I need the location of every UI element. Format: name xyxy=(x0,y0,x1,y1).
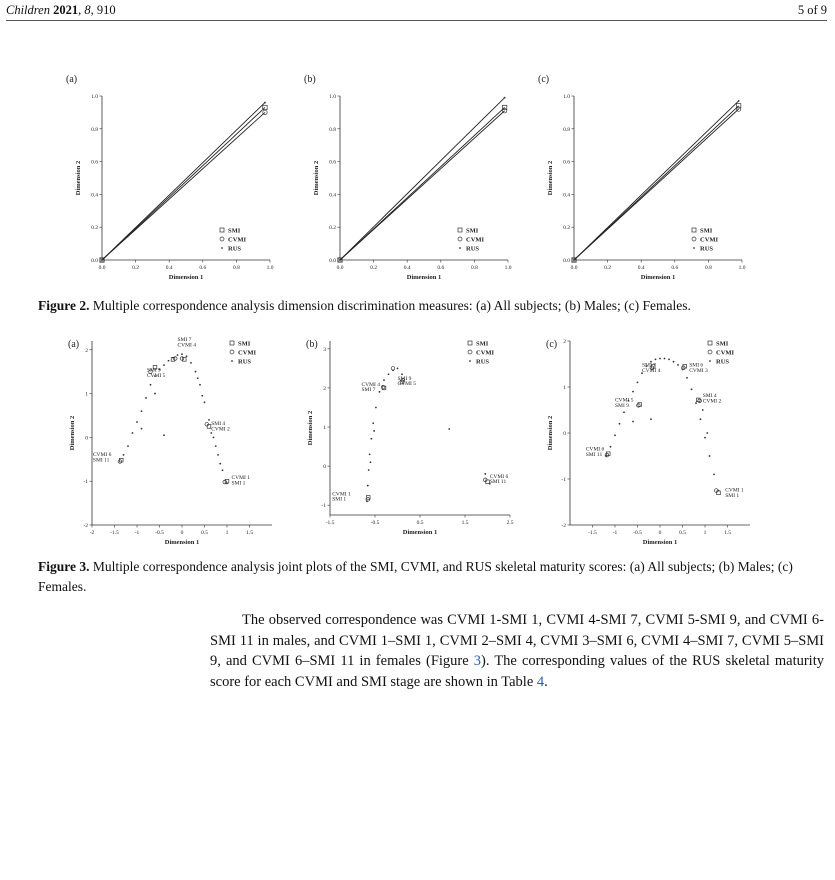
x-axis-label: Dimension 1 xyxy=(402,529,438,536)
legend-label: CVMI xyxy=(716,349,735,357)
x-axis-label: Dimension 1 xyxy=(406,274,442,281)
legend-label: RUS xyxy=(238,358,252,366)
x-tick-label: 0.4 xyxy=(403,265,411,271)
y-tick-label: 0.6 xyxy=(91,159,98,166)
y-tick-label: 0.4 xyxy=(563,192,570,199)
legend-marker xyxy=(221,247,223,249)
y-tick-label: 2 xyxy=(323,385,326,392)
panel-letter: (a) xyxy=(68,339,80,350)
legend-label: CVMI xyxy=(228,236,247,244)
point-label: SMI 7 xyxy=(177,337,192,343)
legend-label: SMI xyxy=(228,227,241,235)
panel-letter: (b) xyxy=(304,74,316,85)
x-axis-label: Dimension 1 xyxy=(168,274,204,281)
x-tick-label: 1 xyxy=(225,530,229,536)
legend-marker xyxy=(692,228,696,232)
data-point xyxy=(204,401,206,403)
legend-label: CVMI xyxy=(238,349,257,357)
y-axis-label: Dimension 2 xyxy=(69,415,76,451)
x-tick-label: 1.0 xyxy=(504,265,512,271)
data-point xyxy=(388,373,390,375)
x-tick-label: 1.5 xyxy=(461,520,469,526)
figure2-caption xyxy=(38,296,691,316)
data-point xyxy=(392,369,394,371)
data-point xyxy=(186,355,188,357)
x-tick-label: 0.6 xyxy=(199,265,207,271)
panel-letter: (a) xyxy=(66,74,78,85)
legend-marker xyxy=(230,350,234,354)
y-tick-label: 0 xyxy=(85,435,88,442)
point-label: CVMI 5 xyxy=(397,381,416,388)
data-point xyxy=(369,453,371,455)
y-tick-label: 0.6 xyxy=(329,159,336,166)
x-tick-label: 1.5 xyxy=(246,530,253,536)
y-axis-label: Dimension 2 xyxy=(547,160,554,196)
x-tick-label: -1 xyxy=(134,530,140,536)
legend-label: SMI xyxy=(238,340,251,348)
data-point xyxy=(132,432,134,434)
data-point xyxy=(623,411,625,413)
data-point xyxy=(619,423,621,425)
chart-svg xyxy=(300,335,522,547)
data-point xyxy=(713,474,715,476)
legend-label: SMI xyxy=(700,227,713,235)
point-label: SMI 4 xyxy=(211,421,226,428)
chart-svg xyxy=(540,335,762,547)
legend-label: RUS xyxy=(700,245,714,253)
y-tick-label: 0.2 xyxy=(563,225,570,232)
figure2-caption-label: Figure 2. xyxy=(38,298,90,313)
data-point xyxy=(610,446,612,448)
x-tick-label: 0.6 xyxy=(671,265,679,271)
legend-marker xyxy=(220,228,224,232)
data-point xyxy=(486,480,490,484)
x-tick-label: 0.8 xyxy=(470,265,478,271)
data-point xyxy=(154,393,156,395)
legend-marker xyxy=(230,341,234,345)
point-label: SMI 9 xyxy=(146,367,161,374)
x-tick-label: 0.8 xyxy=(232,265,240,271)
x-tick-label: -1.5 xyxy=(110,530,119,536)
x-tick-label: -0.5 xyxy=(633,530,642,536)
data-point xyxy=(448,428,450,430)
legend-marker xyxy=(708,350,712,354)
data-point xyxy=(118,460,122,464)
data-point xyxy=(123,454,125,456)
data-point-end xyxy=(738,100,740,102)
data-point xyxy=(673,361,675,363)
data-point xyxy=(168,360,170,362)
y-tick-label: 0.0 xyxy=(329,258,336,264)
x-tick-label: -1.5 xyxy=(588,530,597,536)
legend-marker xyxy=(692,237,696,241)
journal-name: Children xyxy=(6,3,50,17)
data-point xyxy=(163,434,165,436)
figure3-caption xyxy=(38,557,798,597)
x-tick-label: 0.0 xyxy=(98,265,106,271)
data-point xyxy=(180,357,184,361)
point-label: SMI 7 xyxy=(642,362,656,369)
panel-letter: (c) xyxy=(538,74,550,85)
data-point xyxy=(372,422,374,424)
data-point xyxy=(668,359,670,361)
data-point xyxy=(127,445,129,447)
data-point xyxy=(702,409,704,411)
data-point xyxy=(201,395,203,397)
data-point xyxy=(706,432,708,434)
y-tick-label: -2 xyxy=(561,523,566,529)
x-tick-label: 0.5 xyxy=(201,530,208,536)
point-label: CVMI 1 xyxy=(725,487,744,494)
data-point xyxy=(375,407,377,409)
point-label: SMI 11 xyxy=(585,452,603,458)
y-tick-label: 0.8 xyxy=(91,126,98,133)
legend-label: RUS xyxy=(466,245,480,253)
data-point xyxy=(605,455,607,457)
y-tick-label: 0 xyxy=(563,431,566,437)
legend-label: SMI xyxy=(476,340,489,348)
x-tick-label: 1.0 xyxy=(266,265,274,271)
legend-marker xyxy=(459,247,461,249)
chart-svg xyxy=(60,70,290,292)
y-tick-label: 0.0 xyxy=(91,258,98,264)
data-point xyxy=(686,377,688,379)
data-point xyxy=(226,482,228,484)
point-label: CVMI 6 xyxy=(489,473,509,480)
data-point xyxy=(215,445,217,447)
point-label: SMI 9 xyxy=(397,376,412,383)
data-point-start xyxy=(573,259,575,261)
y-tick-label: 0.2 xyxy=(91,225,98,232)
data-point xyxy=(172,357,174,359)
page-number: 5 of 9 xyxy=(797,3,827,17)
x-tick-label: 2.5 xyxy=(506,520,514,526)
y-tick-label: -1 xyxy=(561,477,566,483)
data-point xyxy=(182,358,186,362)
point-label: SMI 4 xyxy=(702,393,717,400)
legend-label: SMI xyxy=(466,227,479,235)
y-tick-label: 2 xyxy=(563,339,566,345)
data-point xyxy=(136,421,138,423)
data-point xyxy=(207,425,211,429)
data-point xyxy=(717,491,721,495)
data-point xyxy=(709,455,711,457)
point-label: CVMI 4 xyxy=(642,367,661,374)
point-label: SMI 6 xyxy=(689,362,704,369)
x-tick-label: 0.8 xyxy=(704,265,712,271)
x-tick-label: -2 xyxy=(89,530,95,536)
legend-marker xyxy=(231,360,233,362)
data-point xyxy=(700,418,702,420)
x-tick-label: 0.4 xyxy=(637,265,645,271)
figure2-panel-a xyxy=(60,70,290,292)
data-point-end xyxy=(264,102,266,104)
page-header xyxy=(6,0,827,21)
y-tick-label: 3 xyxy=(323,346,326,353)
x-tick-label: 1 xyxy=(703,530,707,536)
data-point xyxy=(714,489,718,493)
legend-label: CVMI xyxy=(466,236,485,244)
data-point xyxy=(177,354,179,356)
x-tick-label: 0.2 xyxy=(370,265,378,271)
figure-3-link[interactable]: 3 xyxy=(473,653,482,669)
x-tick-label: -0.5 xyxy=(155,530,164,536)
x-axis-label: Dimension 1 xyxy=(164,539,200,546)
figure3-caption-text: Multiple correspondence analysis joint plots of the SMI, CVMI, and RUS skeletal maturity scores: (a) All subjects; (b) Males; (c) Females. xyxy=(38,559,793,594)
x-tick-label: 0 xyxy=(658,530,662,536)
data-point xyxy=(718,490,720,492)
point-label: CVMI 1 xyxy=(231,475,250,481)
x-tick-label: 1.0 xyxy=(738,265,746,271)
y-tick-label: 1 xyxy=(563,385,566,391)
point-label: SMI 7 xyxy=(361,387,376,394)
data-point xyxy=(163,364,165,366)
data-point xyxy=(208,419,210,421)
figure3-panel-c xyxy=(540,335,762,547)
point-label: CVMI 5 xyxy=(146,372,166,379)
point-label: SMI 9 xyxy=(615,403,629,410)
y-tick-label: 2 xyxy=(85,347,88,354)
data-point xyxy=(141,410,143,412)
x-tick-label: 0.6 xyxy=(437,265,445,271)
data-point xyxy=(650,418,652,420)
point-label: CVMI 6 xyxy=(585,446,605,453)
data-point xyxy=(366,500,368,502)
y-tick-label: 1 xyxy=(85,391,88,398)
panel-letter: (b) xyxy=(306,339,318,350)
paragraph-text-3: . xyxy=(544,673,548,690)
y-tick-label: -1 xyxy=(83,479,88,486)
point-label: CVMI 2 xyxy=(702,398,722,405)
legend-marker xyxy=(709,360,711,362)
legend-marker xyxy=(708,341,712,345)
x-axis-label: Dimension 1 xyxy=(642,539,678,546)
legend-marker xyxy=(458,228,462,232)
point-label: CVMI 4 xyxy=(361,381,380,388)
legend-label: RUS xyxy=(476,358,490,366)
figure2-panel-b xyxy=(298,70,528,292)
legend-marker xyxy=(468,341,472,345)
data-point xyxy=(173,357,177,361)
data-point xyxy=(219,463,221,465)
figure3-panel-a xyxy=(62,335,284,547)
data-point xyxy=(383,379,385,381)
data-point xyxy=(655,359,657,361)
point-label: CVMI 5 xyxy=(615,397,634,404)
data-point xyxy=(632,391,634,393)
y-tick-label: 1 xyxy=(323,425,326,432)
x-tick-label: 1.5 xyxy=(724,530,731,536)
data-point-end xyxy=(736,107,740,111)
y-tick-label: 1.0 xyxy=(329,94,336,100)
point-label: SMI 1 xyxy=(231,480,246,487)
x-tick-label: 0.2 xyxy=(132,265,140,271)
x-tick-label: 0.4 xyxy=(165,265,173,271)
y-tick-label: 0.0 xyxy=(563,258,570,264)
data-point xyxy=(205,422,209,426)
point-label: CVMI 2 xyxy=(211,426,230,433)
panel-letter: (c) xyxy=(546,339,558,350)
data-point-end xyxy=(502,109,506,113)
data-point xyxy=(373,430,375,432)
data-point xyxy=(181,353,183,355)
data-point xyxy=(637,382,639,384)
body-paragraph xyxy=(210,610,824,692)
x-tick-label: 0.5 xyxy=(416,520,424,526)
data-point xyxy=(664,358,666,360)
figure3-panel-b xyxy=(300,335,522,547)
data-point xyxy=(195,371,197,373)
data-point xyxy=(199,384,201,386)
legend-label: CVMI xyxy=(476,349,495,357)
legend-label: SMI xyxy=(716,340,729,348)
y-axis-label: Dimension 2 xyxy=(313,160,320,196)
y-tick-label: 0.8 xyxy=(329,126,336,133)
data-point xyxy=(637,404,641,408)
chart-svg xyxy=(532,70,762,292)
journal-year: 2021 xyxy=(53,3,79,17)
point-label: SMI 1 xyxy=(332,496,347,503)
data-point xyxy=(367,485,369,487)
paragraph-text-1: The observed correspondence was CVMI 1-SMI 1, CVMI 4-SMI 7, CVMI 5-SMI 9, and CVMI 6-SMI 11 in males, and CVMI 1–SMI 1, CVMI 2–SMI 4, CVMI 3–SMI 6, CVMI 4–SMI 7, CVMI 5–SMI 9, and CVMI 6–SMI 11 in females (Figure xyxy=(210,612,824,669)
paragraph-text-2: ). The corresponding values of the RUS skeletal maturity score for each CVMI and SMI stage are shown in Table xyxy=(210,653,824,690)
article-number: 910 xyxy=(96,3,116,17)
legend-marker xyxy=(469,360,471,362)
data-point xyxy=(225,479,229,483)
chart-svg xyxy=(298,70,528,292)
x-axis-label: Dimension 1 xyxy=(640,274,676,281)
data-point xyxy=(632,421,634,423)
figure3-caption-label: Figure 3. xyxy=(38,559,90,574)
table-4-link[interactable]: 4 xyxy=(536,673,545,690)
data-point xyxy=(484,473,486,475)
x-tick-label: 0.5 xyxy=(679,530,686,536)
y-tick-label: 1.0 xyxy=(91,94,98,100)
legend-marker xyxy=(468,350,472,354)
y-axis-label: Dimension 2 xyxy=(547,415,554,451)
x-tick-label: -1.5 xyxy=(325,520,335,526)
data-point-start xyxy=(339,259,341,261)
x-tick-label: 0.2 xyxy=(604,265,612,271)
y-tick-label: 1.0 xyxy=(563,94,570,100)
point-label: CVMI 6 xyxy=(92,451,112,458)
data-point xyxy=(150,384,152,386)
data-point xyxy=(213,436,215,438)
data-point xyxy=(704,437,706,439)
y-tick-label: 0 xyxy=(323,464,326,471)
data-point xyxy=(371,438,373,440)
point-label: CVMI 3 xyxy=(689,367,708,374)
legend-marker xyxy=(458,237,462,241)
point-label: SMI 11 xyxy=(489,478,507,485)
data-point xyxy=(217,454,219,456)
y-tick-label: 0.2 xyxy=(329,225,336,232)
point-label: SMI 11 xyxy=(92,457,110,464)
y-tick-label: 0.4 xyxy=(329,192,336,199)
y-tick-label: -1 xyxy=(321,503,326,510)
y-axis-label: Dimension 2 xyxy=(307,410,314,446)
x-tick-label: 0.0 xyxy=(570,265,578,271)
legend-label: RUS xyxy=(228,245,242,253)
data-point xyxy=(614,434,616,436)
data-point xyxy=(368,469,370,471)
data-point xyxy=(370,461,372,463)
legend-marker xyxy=(220,237,224,241)
x-tick-label: -1 xyxy=(612,530,618,536)
figure2-panel-c xyxy=(532,70,762,292)
data-point xyxy=(677,364,679,366)
x-tick-label: 0.0 xyxy=(336,265,344,271)
figure2-caption-text: Multiple correspondence analysis dimension discrimination measures: (a) All subjects; (b) Males; (c) Females. xyxy=(92,298,691,313)
data-point xyxy=(682,369,684,371)
data-point xyxy=(401,373,403,375)
data-point xyxy=(197,377,199,379)
y-tick-label: -2 xyxy=(83,523,88,529)
point-label: CVMI 4 xyxy=(177,342,196,349)
y-tick-label: 0.6 xyxy=(563,159,570,166)
x-tick-label: -0.5 xyxy=(370,520,380,526)
data-point xyxy=(379,391,381,393)
journal-volume: 8 xyxy=(84,3,91,17)
x-tick-label: 0 xyxy=(180,530,184,536)
data-point xyxy=(223,480,227,484)
y-axis-label: Dimension 2 xyxy=(75,160,82,196)
y-tick-label: 0.4 xyxy=(91,192,98,199)
data-point xyxy=(141,428,143,430)
chart-svg xyxy=(62,335,284,547)
data-point xyxy=(695,402,697,404)
data-point xyxy=(145,397,147,399)
data-point xyxy=(698,399,702,403)
legend-label: CVMI xyxy=(700,236,719,244)
data-point xyxy=(397,367,399,369)
data-point-start xyxy=(101,259,103,261)
data-point-end xyxy=(504,97,506,99)
data-point xyxy=(691,388,693,390)
point-label: SMI 1 xyxy=(725,492,740,499)
journal-citation: Children 2021, 8, 910 xyxy=(6,3,116,17)
y-tick-label: 0.8 xyxy=(563,126,570,133)
data-point xyxy=(190,362,192,364)
data-point-end xyxy=(263,110,267,114)
legend-marker xyxy=(693,247,695,249)
data-point xyxy=(222,469,224,471)
legend-label: RUS xyxy=(716,358,730,366)
data-point xyxy=(659,358,661,360)
point-label: CVMI 1 xyxy=(332,491,351,498)
